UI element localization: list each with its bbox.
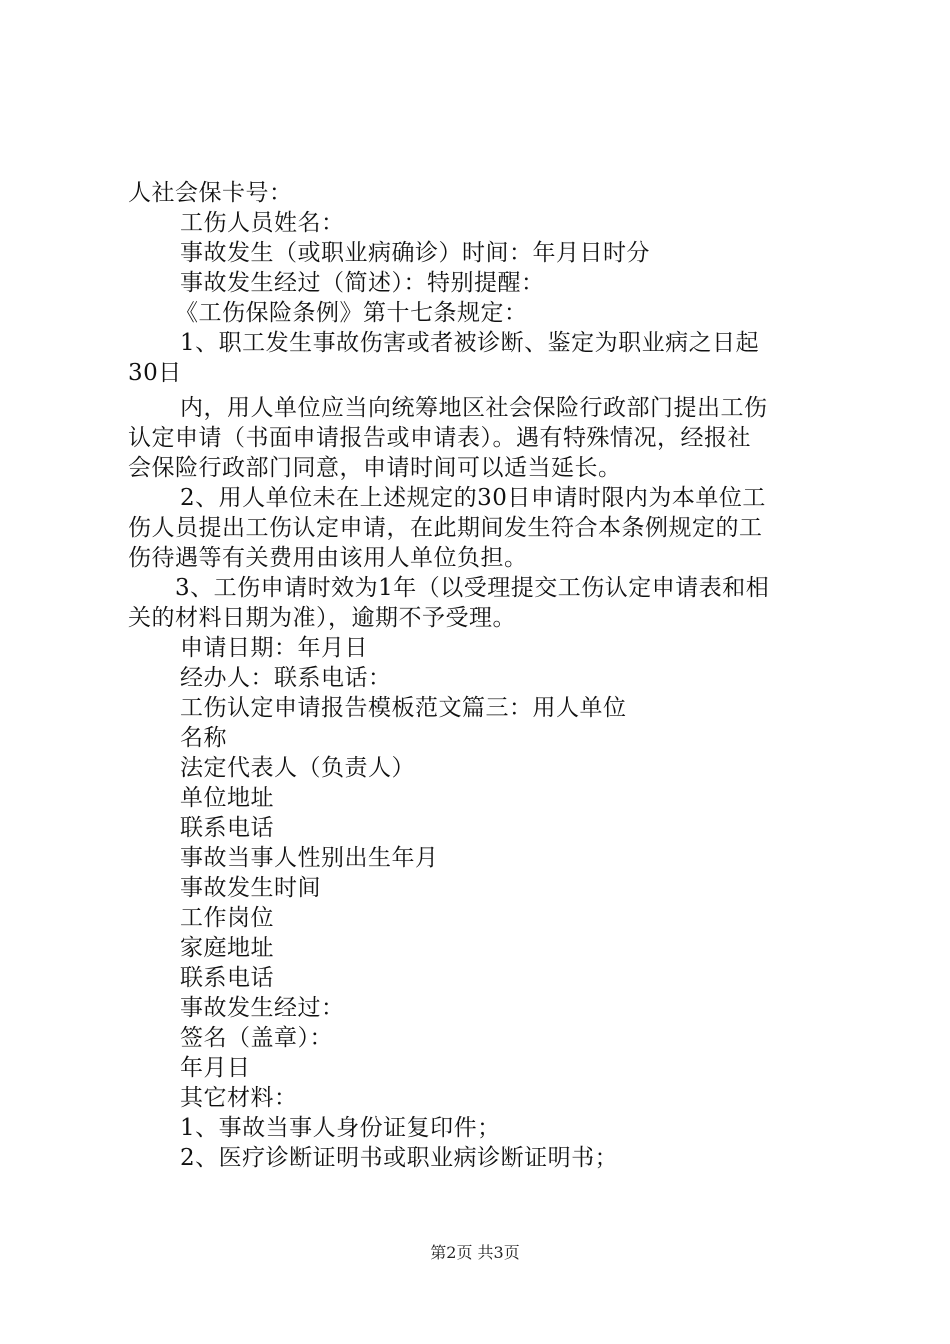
text-line: 1、职工发生事故伤害或者被诊断、鉴定为职业病之日起: [180, 330, 760, 356]
text-line: 事故发生时间: [180, 875, 321, 901]
text-line: 法定代表人（负责人）: [180, 755, 415, 781]
text-line: 事故当事人性别出生年月: [180, 845, 439, 871]
text-line: 事故发生（或职业病确诊）时间：年月日时分: [180, 240, 650, 266]
text-line: 3、工伤申请时效为1年（以受理提交工伤认定申请表和相: [175, 575, 770, 601]
text-line: 伤人员提出工伤认定申请，在此期间发生符合本条例规定的工: [128, 515, 763, 541]
text-line: 联系电话: [180, 965, 274, 991]
text-line: 工作岗位: [180, 905, 274, 931]
text-line: 年月日: [180, 1055, 251, 1081]
text-line: 事故发生经过（简述）：特别提醒：: [180, 270, 545, 296]
text-line: 认定申请（书面申请报告或申请表）。遇有特殊情况，经报社: [128, 425, 751, 451]
text-line: 30日: [128, 360, 182, 386]
text-line: 联系电话: [180, 815, 274, 841]
text-line: 名称: [180, 725, 227, 751]
text-line: 内，用人单位应当向统筹地区社会保险行政部门提出工伤: [180, 395, 768, 421]
text-line: 申请日期：年月日: [180, 635, 368, 661]
text-line: 经办人：联系电话：: [180, 665, 392, 691]
page-number-footer: 第2页 共3页: [430, 1243, 520, 1262]
text-line: 会保险行政部门同意，申请时间可以适当延长。: [128, 455, 622, 481]
text-line: 关的材料日期为准），逾期不予受理。: [128, 605, 516, 631]
text-line: 《工伤保险条例》第十七条规定：: [175, 300, 528, 326]
text-line: 伤待遇等有关费用由该用人单位负担。: [128, 545, 528, 571]
text-line: 工伤人员姓名：: [180, 210, 345, 236]
text-line: 签名（盖章）：: [180, 1025, 333, 1051]
text-line: 其它材料：: [180, 1085, 298, 1111]
text-line: 2、医疗诊断证明书或职业病诊断证明书；: [180, 1145, 619, 1171]
text-line: 事故发生经过：: [180, 995, 345, 1021]
text-line: 1、事故当事人身份证复印件；: [180, 1115, 501, 1141]
text-line: 工伤认定申请报告模板范文篇三：用人单位: [180, 695, 627, 721]
text-line: 家庭地址: [180, 935, 274, 961]
text-line: 人社会保卡号：: [128, 180, 293, 206]
text-line: 2、用人单位未在上述规定的30日申请时限内为本单位工: [180, 485, 766, 511]
text-line: 单位地址: [180, 785, 274, 811]
